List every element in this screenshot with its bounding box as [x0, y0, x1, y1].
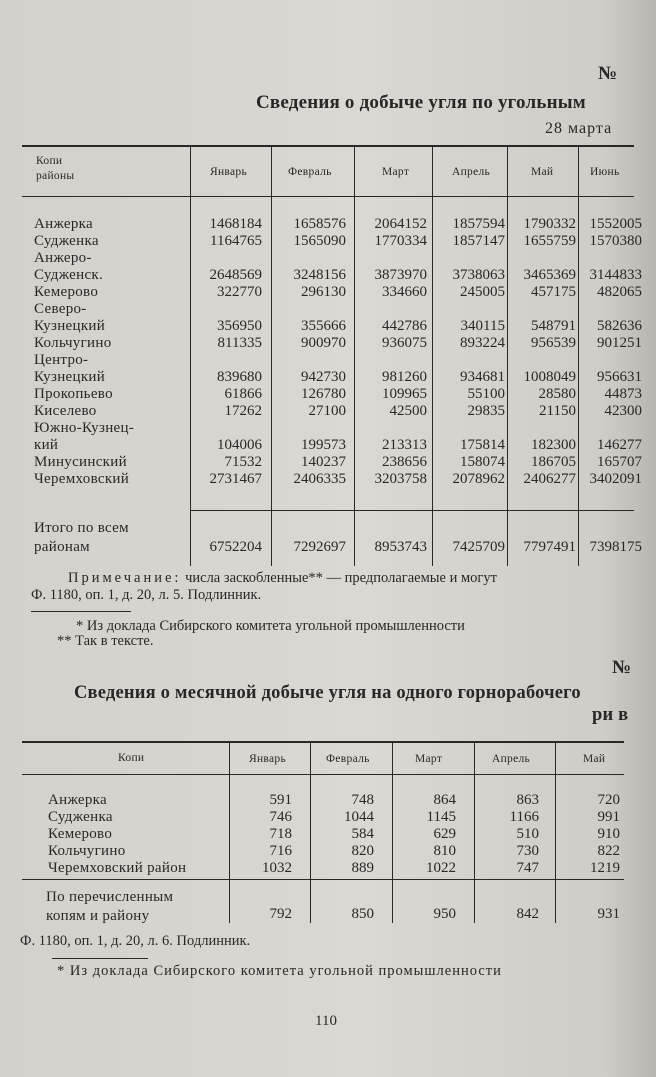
table-row-label: Судженка [34, 233, 99, 249]
table1-footnote-2: ** Так в тексте. [57, 633, 154, 649]
table2-total-may: 931 [597, 906, 620, 922]
table-row-label: Анжерка [48, 792, 108, 808]
table-row-label: Черемховский район [48, 860, 187, 876]
table2-col-apr: 863 1166 510 730 747 [509, 792, 539, 876]
table1-total-apr: 7425709 [452, 539, 505, 555]
table1-header-mines: Копи районы [36, 155, 75, 182]
page-number: 110 [315, 1013, 337, 1029]
table-row-label: Прокопьево [34, 386, 113, 402]
table2-title: Сведения о месячной добыче угля на одного горнорабочего [74, 683, 581, 703]
table1-total-mar: 8953743 [374, 539, 427, 555]
table-row-label: Судженка [48, 809, 113, 825]
document-number-sign-2: № [612, 657, 632, 678]
table1-col-apr: 1857594 1857147 3738063 245005 340115 893224 934681 55100 29835 175814 158074 2078962 [452, 216, 505, 487]
table2-header-jan: Январь [249, 753, 287, 765]
table2-header-mar: Март [415, 753, 443, 765]
table1-header-mar: Март [382, 166, 410, 178]
table-row-label: Кузнецкий [34, 318, 106, 334]
table-row-label: Кузнецкий [34, 369, 106, 385]
table1-col-jun: 1552005 1570380 3144833 482065 582636 901251 956631 44873 42300 146277 165707 3402091 [589, 216, 642, 487]
table1-header-may: Май [531, 166, 554, 178]
table1-total-may: 7797491 [523, 539, 576, 555]
table-row-label: Северо- [34, 301, 87, 317]
document-number-sign: № [598, 63, 618, 84]
table-row-label: Центро- [34, 352, 89, 368]
table1-header-jun: Июнь [590, 166, 620, 178]
table2-source: Ф. 1180, оп. 1, д. 20, л. 6. Подлинник. [20, 933, 251, 949]
table-row-label: кий [34, 437, 59, 453]
table1-row-labels [34, 216, 190, 488]
table2-header-apr: Апрель [492, 753, 531, 765]
table2-total-feb: 850 [351, 906, 374, 922]
table-row-label: Киселево [34, 403, 97, 419]
table1-col-mar: 2064152 1770334 3873970 334660 442786 936075 981260 109965 42500 213313 238656 3203758 [374, 216, 427, 487]
table1-total-jan: 6752204 [209, 539, 262, 555]
table2-total-jan: 792 [269, 906, 292, 922]
table1-col-may: 1790332 1655759 3465369 457175 548791 956539 1008049 28580 21150 182300 186705 2406277 [523, 216, 576, 487]
table-row-label: Анжеро- [34, 250, 92, 266]
table2-title-continued: ри в [592, 705, 629, 725]
table2-row-labels [48, 792, 228, 877]
table1-total-label: Итого по всем районам [34, 520, 129, 555]
table2-header-mines: Копи [118, 752, 145, 764]
table1-total-feb: 7292697 [293, 539, 346, 555]
table1-header-apr: Апрель [452, 166, 491, 178]
table2-col-mar: 864 1145 629 810 1022 [426, 792, 456, 876]
table-row-label: Кольчугино [34, 335, 112, 351]
table2-footnote-1: * Из доклада Сибирского комитета угольной промышленности [57, 963, 502, 979]
table-row-label: Южно-Кузнец- [34, 420, 135, 436]
table-row-label: Судженск. [34, 267, 104, 283]
table1-header-jan: Январь [210, 166, 248, 178]
table1-title: Сведения о добыче угля по угольным [256, 92, 586, 113]
table1-footnote-1: * Из доклада Сибирского комитета угольной промышленности [76, 618, 465, 634]
table-row-label: Анжерка [34, 216, 94, 232]
table1-col-jan: 1468184 1164765 2648569 322770 356950 811335 839680 61866 17262 104006 71532 2731467 [209, 216, 262, 487]
table-row-label: Черемховский [34, 471, 130, 487]
table1-date: 28 марта [545, 120, 613, 137]
table1-total-jun: 7398175 [589, 539, 642, 555]
table2-header-feb: Февраль [326, 753, 370, 765]
table2-col-feb: 748 1044 584 820 889 [344, 792, 374, 876]
table2-total-label: По перечисленным копям и району [46, 889, 174, 924]
table-row-label: Минусинский [34, 454, 127, 470]
table1-source: Ф. 1180, оп. 1, д. 20, л. 5. Подлинник. [31, 587, 262, 603]
table2-header-may: Май [583, 753, 606, 765]
table-row-label: Кольчугино [48, 843, 126, 859]
table1-note: Примечание: числа заскобленные** — предполагаемые и могут [68, 570, 497, 586]
table2-total-apr: 842 [516, 906, 539, 922]
table1-header-feb: Февраль [288, 166, 332, 178]
table2-col-jan: 591 746 718 716 1032 [262, 792, 292, 876]
table-row-label: Кемерово [34, 284, 99, 300]
table-row-label: Кемерово [48, 826, 113, 842]
table1-col-feb: 1658576 1565090 3248156 296130 355666 900970 942730 126780 27100 199573 140237 2406335 [293, 216, 346, 487]
table2-total-mar: 950 [433, 906, 456, 922]
table2-col-may: 720 991 910 822 1219 [590, 792, 620, 876]
